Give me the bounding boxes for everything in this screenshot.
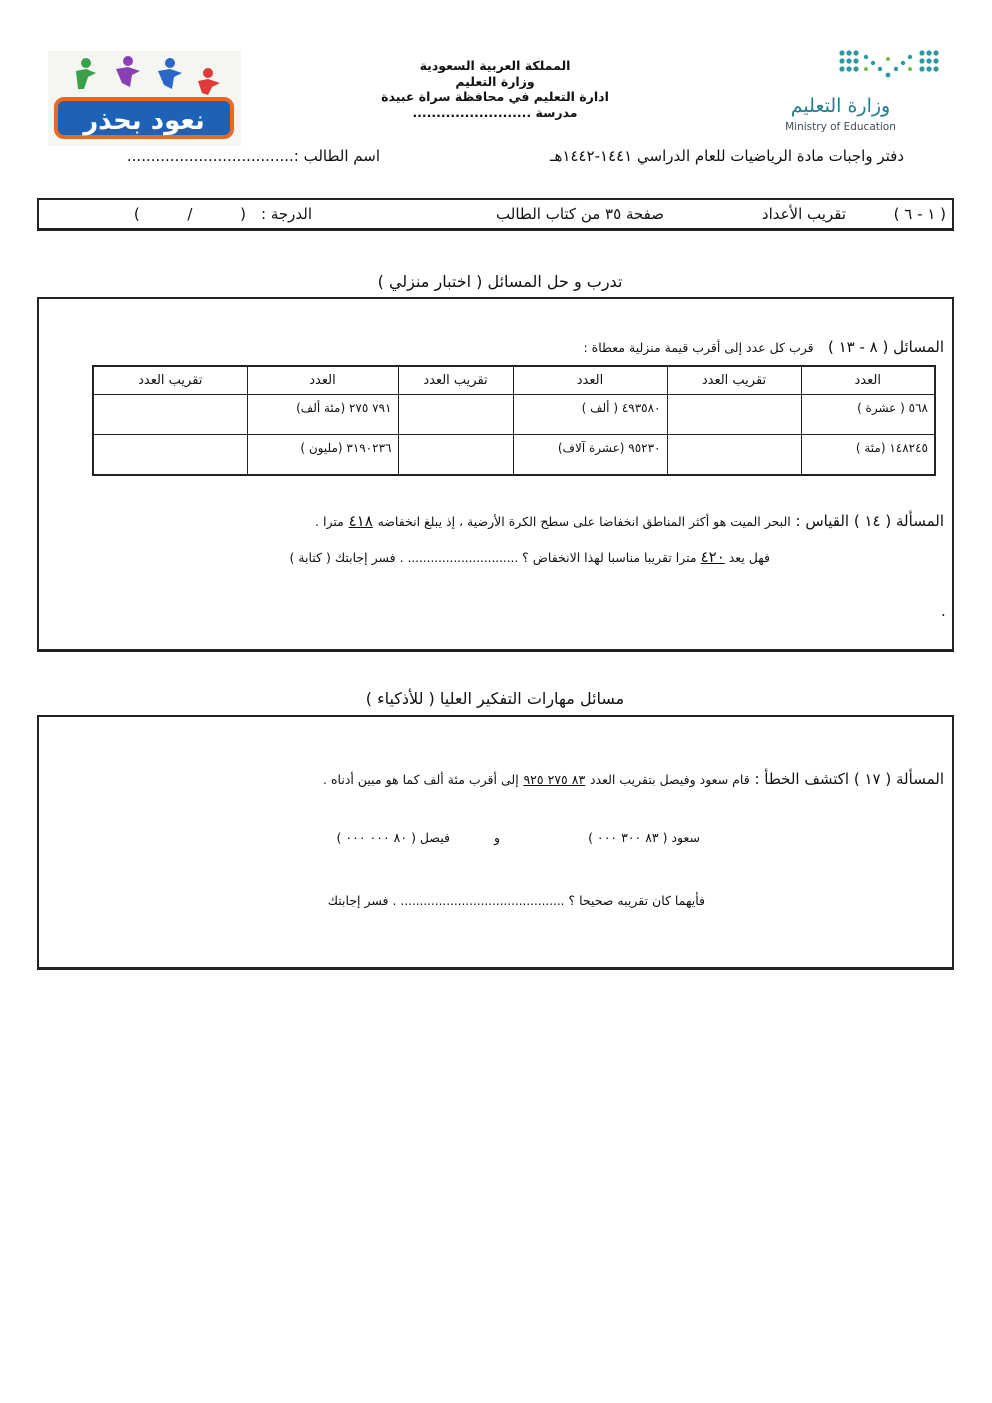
- question-17-text-a: قام سعود وفيصل بتقريب العدد: [589, 772, 750, 787]
- table-header-row: [93, 366, 935, 395]
- question-17-topic: اكتشف الخطأ :: [754, 770, 850, 788]
- question-14-text-a: البحر الميت هو أكثر المناطق انخفاضا على سطح الكرة الأرضية ، إذ يبلغ انخفاضه: [377, 514, 791, 529]
- question-17-explain: . فسر إجابتك: [327, 893, 397, 908]
- table-cell-number: ٥٦٨ ( عشرة ): [801, 395, 935, 435]
- col-number-2: العدد: [513, 366, 667, 395]
- page-reference: صفحة ٣٥ من كتاب الطالب: [496, 205, 664, 223]
- question-14-answer-blank[interactable]: .............................: [407, 551, 519, 565]
- table-cell-answer[interactable]: [93, 435, 247, 476]
- question-14-ask-b: مترا تقريبا مناسبا لهذا الانخفاض ؟: [522, 550, 697, 565]
- question-8-13: [584, 338, 945, 356]
- ministry-dots-icon: [838, 47, 946, 87]
- question-17-which: [328, 893, 705, 908]
- rounding-table: [92, 365, 936, 476]
- col-rounding-3: تقريب العدد: [93, 366, 247, 395]
- notebook-title: دفتر واجبات مادة الرياضيات للعام الدراسي ١٤٤١-١٤٤٢هـ: [550, 147, 904, 165]
- table-cell-answer[interactable]: [93, 395, 247, 435]
- question-8-13-text: قرب كل عدد إلى أقرب قيمة منزلية معطاة :: [583, 340, 814, 355]
- kingdom-line: المملكة العربية السعودية: [419, 58, 571, 73]
- school-line: مدرسة .........................: [412, 104, 578, 120]
- saud-answer: سعود ( ٨٣ ٣٠٠ ٠٠٠ ): [588, 830, 700, 845]
- trailing-dot: .: [941, 602, 946, 620]
- lesson-number: ( ١ - ٦ ): [893, 205, 946, 223]
- question-14: [315, 512, 944, 530]
- col-number-3: العدد: [247, 366, 398, 395]
- table-cell-number: ٩٥٢٣٠ (عشرة آلاف): [513, 435, 667, 476]
- grade-label: الدرجة :: [261, 205, 312, 223]
- col-number-1: العدد: [801, 366, 935, 395]
- official-header: [360, 58, 630, 120]
- table-cell-number: ٧٩١ ٢٧٥ (مئة ألف): [247, 395, 398, 435]
- question-14-explain: . فسر إجابتك ( كتابة ): [289, 550, 404, 565]
- question-14-text-b: مترا .: [315, 514, 344, 529]
- table-cell-number: ٣١٩٠٢٣٦ (مليون ): [247, 435, 398, 476]
- ministry-line: وزارة التعليم: [455, 73, 535, 89]
- table-row: [93, 435, 935, 476]
- table-cell-answer[interactable]: [398, 395, 513, 435]
- question-17: [323, 770, 944, 788]
- brand-logo-text: نعود بحذر: [54, 97, 234, 139]
- question-8-13-label: المسائل ( ٨ - ١٣ ): [827, 338, 944, 356]
- lesson-title: تقريب الأعداد: [761, 205, 846, 223]
- question-14-ask-a: فهل يعد: [728, 550, 770, 565]
- question-17-text-b: إلى أقرب مئة ألف كما هو مبين أدناه .: [323, 772, 519, 787]
- ministry-logo-english: Ministry of Education: [785, 121, 896, 133]
- col-rounding-2: تقريب العدد: [398, 366, 513, 395]
- question-14-ask-value: ٤٢٠: [700, 548, 725, 566]
- grade-field[interactable]: ( / ): [133, 205, 246, 223]
- table-cell-number: ١٤٨٢٤٥ (مئة ): [801, 435, 935, 476]
- question-17-answer-blank[interactable]: ...........................................: [400, 894, 565, 908]
- col-rounding-1: تقريب العدد: [667, 366, 801, 395]
- question-17-number: ٨٣ ٢٧٥ ٩٢٥: [523, 772, 586, 787]
- question-17-which-text: فأيهما كان تقريبه صحيحا ؟: [568, 893, 705, 908]
- question-14-label: المسألة ( ١٤ ): [853, 512, 944, 530]
- faisal-answer: فيصل ( ٨٠ ٠٠٠ ٠٠٠ ): [336, 830, 450, 845]
- question-14-ask: [289, 548, 770, 566]
- children-figures-icon: [58, 53, 233, 97]
- brand-logo: [48, 51, 241, 146]
- table-cell-answer[interactable]: [398, 435, 513, 476]
- table-cell-number: ٤٩٣٥٨٠ ( ألف ): [513, 395, 667, 435]
- table-cell-answer[interactable]: [667, 435, 801, 476]
- table-cell-answer[interactable]: [667, 395, 801, 435]
- ministry-logo-arabic: وزارة التعليم: [790, 95, 891, 117]
- question-17-label: المسألة ( ١٧ ): [853, 770, 944, 788]
- question-14-value: ٤١٨: [348, 512, 373, 530]
- question-14-topic: القياس :: [795, 512, 850, 530]
- ministry-logo: [783, 45, 948, 140]
- directorate-line: ادارة التعليم في محافظة سراة عبيدة: [381, 89, 609, 104]
- student-name-field[interactable]: اسم الطالب :...................................: [126, 147, 380, 165]
- table-row: [93, 395, 935, 435]
- lesson-bar: [37, 198, 954, 231]
- practice-heading: تدرب و حل المسائل ( اختبار منزلي ): [377, 272, 623, 291]
- hots-heading: مسائل مهارات التفكير العليا ( للأذكياء ): [365, 689, 625, 708]
- and-word: و: [493, 830, 500, 845]
